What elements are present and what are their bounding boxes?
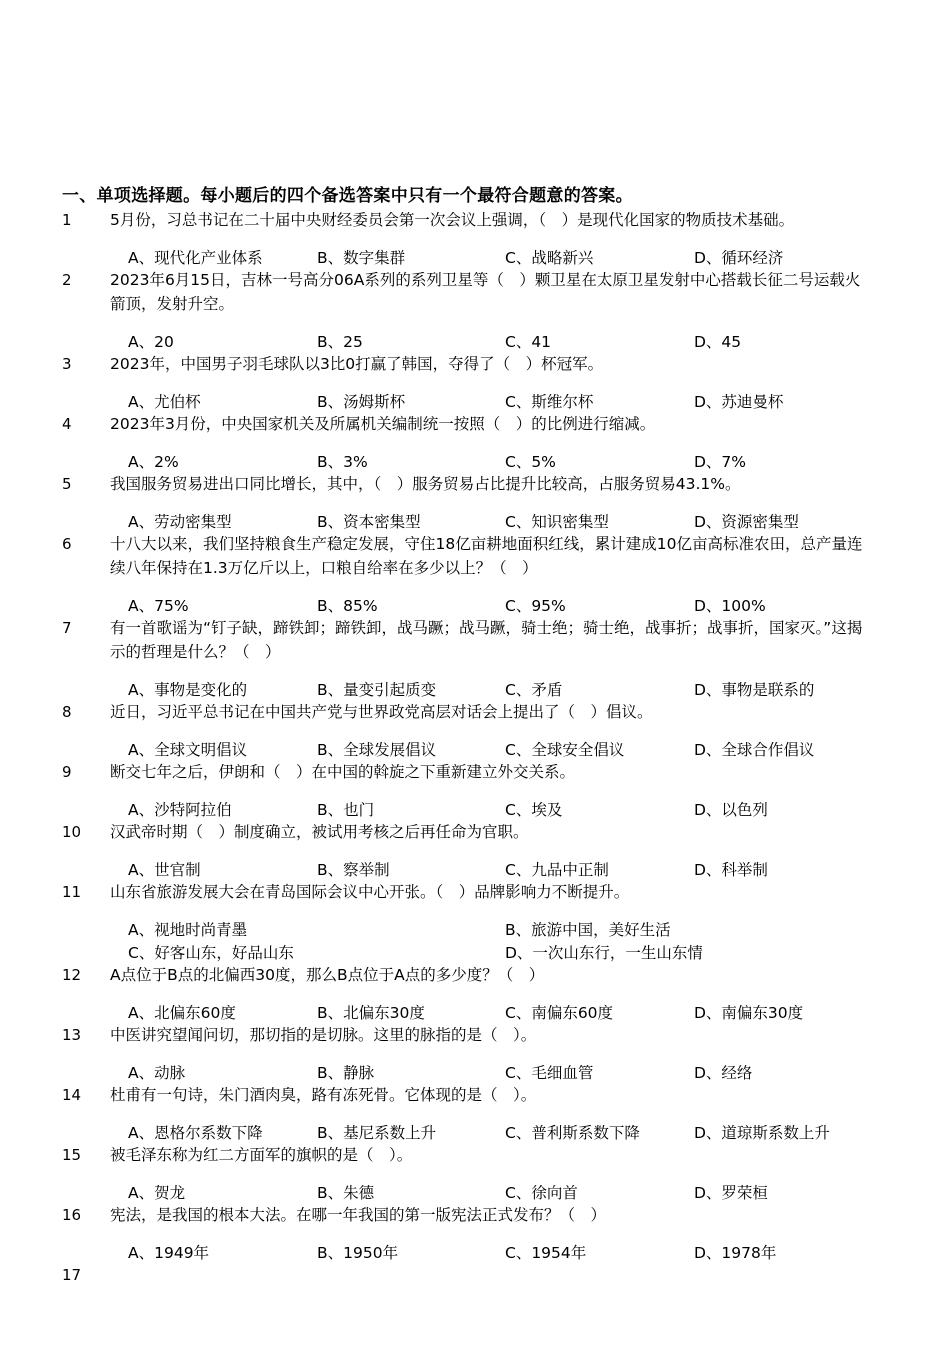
option-a: A、75% [128, 597, 189, 615]
option-a: A、世官制 [128, 861, 201, 879]
question-text: 2023年6月15日，吉林一号高分06A系列的系列卫星等（ ）颗卫星在太原卫星发射中心搭载长征二号运载火箭顶，发射升空。 [110, 271, 861, 313]
option-b: B、85% [317, 597, 378, 615]
option-b: B、北偏东30度 [317, 1004, 425, 1022]
question-number: 1 [62, 211, 72, 229]
question-text: 我国服务贸易进出口同比增长，其中，（ ）服务贸易占比提升比较高，占服务贸易43.1%。 [110, 475, 741, 493]
question-text: 被毛泽东称为红二方面军的旗帜的是（ ）。 [110, 1146, 413, 1164]
question-text: 中医讲究望闻问切，那切指的是切脉。这里的脉指的是（ ）。 [110, 1026, 537, 1044]
question-text: A点位于B点的北偏西30度，那么B点位于A点的多少度？（ ） [110, 966, 545, 984]
question-text: 5月份，习总书记在二十届中央财经委员会第一次会议上强调，（ ）是现代化国家的物质技术基础。 [110, 211, 795, 229]
option-c: C、矛盾 [505, 681, 563, 699]
option-d: D、资源密集型 [694, 513, 799, 531]
question-number: 15 [62, 1146, 82, 1164]
option-a: A、恩格尔系数下降 [128, 1124, 263, 1142]
question-number: 4 [62, 415, 72, 433]
question-number: 17 [62, 1266, 82, 1284]
option-b: B、旅游中国，美好生活 [505, 921, 671, 939]
option-a: A、尤伯杯 [128, 393, 201, 411]
option-a: A、事物是变化的 [128, 681, 248, 699]
option-d: D、7% [694, 453, 747, 471]
option-d: D、一次山东行，一生山东情 [505, 944, 703, 962]
option-c: C、好客山东，好品山东 [128, 944, 294, 962]
option-b: B、量变引起质变 [317, 681, 437, 699]
option-c: C、九品中正制 [505, 861, 609, 879]
option-c: C、埃及 [505, 801, 563, 819]
option-b: B、朱德 [317, 1184, 375, 1202]
option-b: B、基尼系数上升 [317, 1124, 437, 1142]
option-a: A、全球文明倡议 [128, 741, 248, 759]
option-a: A、劳动密集型 [128, 513, 232, 531]
option-c: C、全球安全倡议 [505, 741, 625, 759]
option-a: A、20 [128, 333, 174, 351]
option-a: A、贺龙 [128, 1184, 186, 1202]
option-a: A、现代化产业体系 [128, 249, 263, 267]
option-a: A、沙特阿拉伯 [128, 801, 232, 819]
question-number: 13 [62, 1026, 82, 1044]
question-text: 近日，习近平总书记在中国共产党与世界政党高层对话会上提出了（ ）倡议。 [110, 703, 653, 721]
option-d: D、全球合作倡议 [694, 741, 815, 759]
question-text: 2023年，中国男子羽毛球队以3比0打赢了韩国，夺得了（ ）杯冠军。 [110, 355, 604, 373]
option-b: B、25 [317, 333, 363, 351]
question-number: 12 [62, 966, 82, 984]
option-c: C、毛细血管 [505, 1064, 594, 1082]
option-b: B、汤姆斯杯 [317, 393, 406, 411]
question-number: 7 [62, 619, 72, 637]
option-b: B、静脉 [317, 1064, 375, 1082]
option-d: D、罗荣桓 [694, 1184, 768, 1202]
option-d: D、南偏东30度 [694, 1004, 804, 1022]
question-number: 8 [62, 703, 72, 721]
question-text: 杜甫有一句诗，朱门酒肉臭，路有冻死骨。它体现的是（ ）。 [110, 1086, 537, 1104]
option-b: B、也门 [317, 801, 375, 819]
question-number: 6 [62, 535, 72, 553]
question-text: 有一首歌谣为“钉子缺，蹄铁卸；蹄铁卸，战马蹶；战马蹶，骑士绝；骑士绝，战事折；战事折，国家灭。”这揭示的哲理是什么？（ ） [110, 619, 863, 661]
option-c: C、1954年 [505, 1244, 587, 1262]
option-c: C、徐向首 [505, 1184, 578, 1202]
option-b: B、全球发展倡议 [317, 741, 437, 759]
option-d: D、100% [694, 597, 766, 615]
option-b: B、3% [317, 453, 368, 471]
option-c: C、普利斯系数下降 [505, 1124, 640, 1142]
option-a: A、2% [128, 453, 179, 471]
option-c: C、战略新兴 [505, 249, 594, 267]
option-d: D、45 [694, 333, 742, 351]
question-number: 3 [62, 355, 72, 373]
option-d: D、经络 [694, 1064, 753, 1082]
question-text: 断交七年之后，伊朗和（ ）在中国的斡旋之下重新建立外交关系。 [110, 763, 576, 781]
question-text: 2023年3月份，中央国家机关及所属机关编制统一按照（ ）的比例进行缩减。 [110, 415, 656, 433]
question-text: 十八大以来，我们坚持粮食生产稳定发展，守住18亿亩耕地面积红线，累计建成10亿亩高标准农田，总产量连续八年保持在1.3万亿斤以上，口粮自给率在多少以上？（ ） [110, 535, 863, 577]
question-number: 16 [62, 1206, 82, 1224]
option-c: C、95% [505, 597, 566, 615]
option-c: C、41 [505, 333, 552, 351]
option-b: B、1950年 [317, 1244, 399, 1262]
option-a: A、视地时尚青墨 [128, 921, 248, 939]
option-b: B、察举制 [317, 861, 390, 879]
option-d: D、1978年 [694, 1244, 777, 1262]
question-text: 山东省旅游发展大会在青岛国际会议中心开张。（ ）品牌影响力不断提升。 [110, 883, 630, 901]
option-b: B、数字集群 [317, 249, 406, 267]
option-a: A、北偏东60度 [128, 1004, 236, 1022]
question-text: 汉武帝时期（ ）制度确立，被试用考核之后再任命为官职。 [110, 823, 529, 841]
option-d: D、事物是联系的 [694, 681, 815, 699]
option-c: C、斯维尔杯 [505, 393, 594, 411]
question-number: 14 [62, 1086, 82, 1104]
option-b: B、资本密集型 [317, 513, 421, 531]
question-number: 10 [62, 823, 82, 841]
question-number: 2 [62, 271, 72, 289]
option-d: D、苏迪曼杯 [694, 393, 784, 411]
option-c: C、知识密集型 [505, 513, 609, 531]
question-number: 9 [62, 763, 72, 781]
option-c: C、南偏东60度 [505, 1004, 614, 1022]
option-a: A、1949年 [128, 1244, 210, 1262]
option-c: C、5% [505, 453, 556, 471]
section-title: 一、单项选择题。每小题后的四个备选答案中只有一个最符合题意的答案。 [62, 186, 633, 206]
option-a: A、动脉 [128, 1064, 186, 1082]
option-d: D、循环经济 [694, 249, 784, 267]
question-number: 5 [62, 475, 72, 493]
question-text: 宪法，是我国的根本大法。在哪一年我国的第一版宪法正式发布？（ ） [110, 1206, 607, 1224]
question-number: 11 [62, 883, 82, 901]
option-d: D、以色列 [694, 801, 768, 819]
option-d: D、科举制 [694, 861, 768, 879]
option-d: D、道琼斯系数上升 [694, 1124, 830, 1142]
